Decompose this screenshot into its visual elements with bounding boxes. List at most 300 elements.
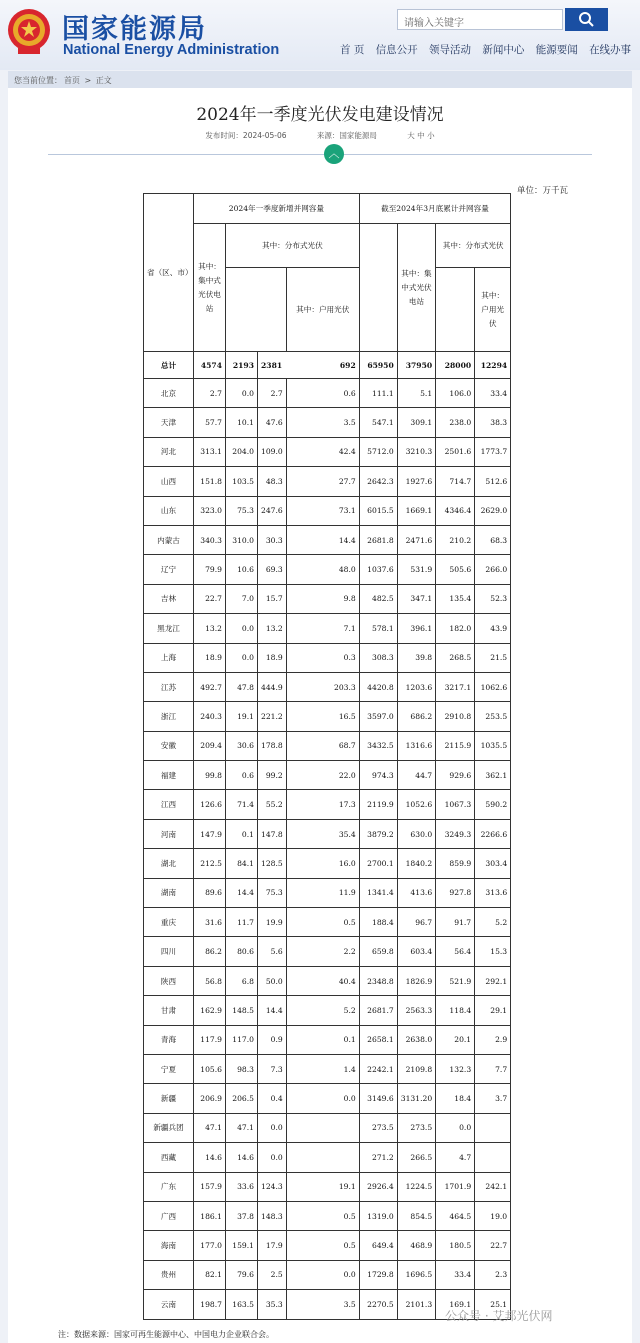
header-cum-household: 其中：户用光伏 — [475, 268, 511, 352]
table-cell: 22.7 — [475, 1231, 511, 1260]
table-cell: 18.4 — [436, 1084, 475, 1113]
article-meta — [8, 130, 632, 141]
table-row — [144, 467, 511, 496]
table-cell: 47.1 — [194, 1113, 226, 1142]
table-cell: 68.3 — [475, 525, 511, 554]
province-name: 福建 — [144, 761, 194, 790]
table-cell: 242.1 — [475, 1172, 511, 1201]
table-cell: 521.9 — [436, 966, 475, 995]
table-cell: 2119.9 — [359, 790, 397, 819]
table-cell: 204.0 — [226, 437, 258, 466]
breadcrumb-sep: > — [82, 76, 94, 85]
table-row — [144, 555, 511, 584]
table-cell: 2266.6 — [475, 819, 511, 848]
table-cell: 2381 — [261, 360, 283, 370]
table-cell: 1035.5 — [475, 731, 511, 760]
table-cell: 18.9 — [258, 643, 287, 672]
table-cell: 2642.3 — [359, 467, 397, 496]
table-cell: 18.9 — [194, 643, 226, 672]
table-row — [144, 966, 511, 995]
table-row — [144, 1172, 511, 1201]
province-name: 陕西 — [144, 966, 194, 995]
table-cell: 0.6 — [226, 761, 258, 790]
table-cell: 79.9 — [194, 555, 226, 584]
table-cell: 2.3 — [475, 1260, 511, 1289]
table-cell: 5.2 — [475, 908, 511, 937]
table-cell: 56.4 — [436, 937, 475, 966]
table-cell: 147.9 — [194, 819, 226, 848]
table-cell: 0.9 — [258, 1025, 287, 1054]
table-cell: 2348.8 — [359, 966, 397, 995]
province-name: 河北 — [144, 437, 194, 466]
table-cell: 21.5 — [475, 643, 511, 672]
table-cell: 40.4 — [286, 966, 359, 995]
province-name: 安徽 — [144, 731, 194, 760]
table-cell: 3149.6 — [359, 1084, 397, 1113]
table-cell: 5.1 — [397, 379, 435, 408]
table-cell: 714.7 — [436, 467, 475, 496]
table-cell: 148.3 — [258, 1201, 287, 1230]
table-cell: 3210.3 — [397, 437, 435, 466]
table-cell: 65950 — [359, 352, 397, 379]
table-cell: 135.4 — [436, 584, 475, 613]
table-cell: 659.8 — [359, 937, 397, 966]
province-name: 江西 — [144, 790, 194, 819]
table-cell: 2471.6 — [397, 525, 435, 554]
province-name: 内蒙古 — [144, 525, 194, 554]
table-cell: 89.6 — [194, 878, 226, 907]
chevron-up-icon: ︿ — [328, 147, 340, 160]
table-cell: 2910.8 — [436, 702, 475, 731]
table-cell: 273.5 — [397, 1113, 435, 1142]
table-cell: 111.1 — [359, 379, 397, 408]
table-cell: 37.8 — [226, 1201, 258, 1230]
table-cell: 3.5 — [286, 1290, 359, 1319]
table-cell: 117.9 — [194, 1025, 226, 1054]
pv-capacity-table — [143, 193, 511, 1320]
table-cell: 209.4 — [194, 731, 226, 760]
table-cell: 13.2 — [194, 614, 226, 643]
table-cell: 57.7 — [194, 408, 226, 437]
table-cell: 80.6 — [226, 937, 258, 966]
table-cell: 929.6 — [436, 761, 475, 790]
table-cell: 33.4 — [475, 379, 511, 408]
table-cell: 0.0 — [258, 1143, 287, 1172]
table-cell: 177.0 — [194, 1231, 226, 1260]
table-cell: 413.6 — [397, 878, 435, 907]
total-row — [144, 352, 511, 379]
table-cell: 2.2 — [286, 937, 359, 966]
table-cell: 1701.9 — [436, 1172, 475, 1201]
table-cell: 323.0 — [194, 496, 226, 525]
table-cell: 69.3 — [258, 555, 287, 584]
table-cell: 118.4 — [436, 996, 475, 1025]
table-cell: 3.7 — [475, 1084, 511, 1113]
header-cum-distributed: 其中：分布式光伏 — [436, 224, 511, 268]
font-size-switch[interactable]: 大 中 小 — [407, 131, 435, 140]
table-cell: 37950 — [397, 352, 435, 379]
table-cell: 28000 — [436, 352, 475, 379]
table-cell: 10.6 — [226, 555, 258, 584]
table-cell: 19.0 — [475, 1201, 511, 1230]
table-cell: 75.3 — [226, 496, 258, 525]
table-cell: 178.8 — [258, 731, 287, 760]
table-cell: 6015.5 — [359, 496, 397, 525]
table-cell: 492.7 — [194, 672, 226, 701]
table-row — [144, 1201, 511, 1230]
table-cell: 1319.0 — [359, 1201, 397, 1230]
table-cell: 39.8 — [397, 643, 435, 672]
breadcrumb — [8, 71, 632, 88]
table-cell: 2638.0 — [397, 1025, 435, 1054]
table-cell: 7.7 — [475, 1054, 511, 1083]
table-cell: 7.0 — [226, 584, 258, 613]
table-cell: 0.0 — [286, 1260, 359, 1289]
table-cell: 2.5 — [258, 1260, 287, 1289]
table-cell: 14.4 — [286, 525, 359, 554]
footnote: 注：数据来源：国家可再生能源中心、中国电力企业联合会。 — [58, 1330, 274, 1339]
table-cell: 5.6 — [258, 937, 287, 966]
table-cell: 512.6 — [475, 467, 511, 496]
table-cell: 84.1 — [226, 849, 258, 878]
search-button[interactable] — [565, 8, 608, 31]
breadcrumb-home[interactable]: 首页 — [64, 76, 80, 85]
table-cell: 859.9 — [436, 849, 475, 878]
table-cell-distributed — [258, 352, 360, 379]
table-cell: 99.2 — [258, 761, 287, 790]
table-cell: 0.0 — [258, 1113, 287, 1142]
table-cell: 35.3 — [258, 1290, 287, 1319]
table-cell: 19.1 — [226, 702, 258, 731]
table-cell: 1826.9 — [397, 966, 435, 995]
table-cell: 1224.5 — [397, 1172, 435, 1201]
header-centralized: 其中：集中式光伏电站 — [194, 224, 226, 352]
table-cell: 2.7 — [194, 379, 226, 408]
province-name: 山东 — [144, 496, 194, 525]
table-cell: 15.7 — [258, 584, 287, 613]
table-cell: 1773.7 — [475, 437, 511, 466]
header-cum-total — [359, 224, 397, 352]
header-cum-distributed-total — [436, 268, 475, 352]
table-cell: 347.1 — [397, 584, 435, 613]
table-cell: 3597.0 — [359, 702, 397, 731]
nav-home[interactable]: 首 页 — [340, 44, 365, 56]
table-row — [144, 379, 511, 408]
watermark: 公众号 · 艾邦光伏网 — [445, 1309, 553, 1323]
table-cell: 2193 — [226, 352, 258, 379]
table-row — [144, 1143, 511, 1172]
table-cell: 162.9 — [194, 996, 226, 1025]
table-cell: 151.8 — [194, 467, 226, 496]
table-cell: 1062.6 — [475, 672, 511, 701]
table-cell: 29.1 — [475, 996, 511, 1025]
table-cell: 106.0 — [436, 379, 475, 408]
table-cell: 2700.1 — [359, 849, 397, 878]
table-cell: 6.8 — [226, 966, 258, 995]
table-cell: 2115.9 — [436, 731, 475, 760]
table-cell: 47.8 — [226, 672, 258, 701]
nav-leadership[interactable]: 领导活动 — [429, 44, 472, 56]
table-cell: 266.0 — [475, 555, 511, 584]
table-cell: 212.5 — [194, 849, 226, 878]
table-cell: 630.0 — [397, 819, 435, 848]
table-cell: 48.3 — [258, 467, 287, 496]
table-cell: 56.8 — [194, 966, 226, 995]
province-name: 湖南 — [144, 878, 194, 907]
table-row — [144, 437, 511, 466]
table-cell: 444.9 — [258, 672, 287, 701]
table-cell: 14.4 — [258, 996, 287, 1025]
table-cell: 974.3 — [359, 761, 397, 790]
table-cell: 68.7 — [286, 731, 359, 760]
table-row — [144, 702, 511, 731]
province-name: 云南 — [144, 1290, 194, 1319]
table-cell: 2501.6 — [436, 437, 475, 466]
table-cell: 25.1 — [475, 1290, 511, 1319]
table-cell: 169.1 — [436, 1290, 475, 1319]
table-cell: 12294 — [475, 352, 511, 379]
table-cell: 4574 — [194, 352, 226, 379]
table-cell: 0.3 — [286, 643, 359, 672]
table-cell: 148.5 — [226, 996, 258, 1025]
divider — [48, 154, 592, 155]
province-name: 宁夏 — [144, 1054, 194, 1083]
table-row — [144, 408, 511, 437]
table-cell: 105.6 — [194, 1054, 226, 1083]
table-cell: 2681.7 — [359, 996, 397, 1025]
header-distributed: 其中：分布式光伏 — [226, 224, 360, 268]
header-distributed-total — [226, 268, 287, 352]
table-cell: 9.8 — [286, 584, 359, 613]
table-cell: 266.5 — [397, 1143, 435, 1172]
table-cell: 98.3 — [226, 1054, 258, 1083]
table-cell: 13.2 — [258, 614, 287, 643]
province-name: 新疆兵团 — [144, 1113, 194, 1142]
collapse-button[interactable] — [324, 144, 344, 164]
table-cell: 247.6 — [258, 496, 287, 525]
table-row — [144, 1054, 511, 1083]
table-cell: 52.3 — [475, 584, 511, 613]
table-cell: 42.4 — [286, 437, 359, 466]
table-cell: 30.3 — [258, 525, 287, 554]
table-cell: 240.3 — [194, 702, 226, 731]
table-cell — [286, 1113, 359, 1142]
national-emblem-icon[interactable] — [6, 6, 52, 58]
breadcrumb-current: 正文 — [95, 76, 112, 85]
table-cell: 5712.0 — [359, 437, 397, 466]
table-cell: 303.4 — [475, 849, 511, 878]
table-row — [144, 878, 511, 907]
table-cell: 3131.20 — [397, 1084, 435, 1113]
table-cell: 0.1 — [286, 1025, 359, 1054]
province-name: 重庆 — [144, 908, 194, 937]
table-cell: 19.9 — [258, 908, 287, 937]
table-cell: 159.1 — [226, 1231, 258, 1260]
table-cell: 547.1 — [359, 408, 397, 437]
province-name: 黑龙江 — [144, 614, 194, 643]
table-cell: 75.3 — [258, 878, 287, 907]
table-cell: 0.0 — [226, 643, 258, 672]
table-cell: 86.2 — [194, 937, 226, 966]
table-cell: 2109.8 — [397, 1054, 435, 1083]
table-cell: 3.5 — [286, 408, 359, 437]
province-name: 湖北 — [144, 849, 194, 878]
nav-news-center[interactable]: 新闻中心 — [482, 44, 525, 56]
table-cell: 124.3 — [258, 1172, 287, 1201]
site-header — [0, 0, 640, 70]
table-body — [144, 352, 511, 1320]
table-cell: 221.2 — [258, 702, 287, 731]
table-cell: 33.6 — [226, 1172, 258, 1201]
table-cell: 206.9 — [194, 1084, 226, 1113]
table-cell: 2681.8 — [359, 525, 397, 554]
table-cell: 3879.2 — [359, 819, 397, 848]
table-cell: 17.3 — [286, 790, 359, 819]
table-cell: 103.5 — [226, 467, 258, 496]
table-cell: 310.0 — [226, 525, 258, 554]
table-row — [144, 849, 511, 878]
table-cell: 210.2 — [436, 525, 475, 554]
table-cell: 0.5 — [286, 908, 359, 937]
province-name: 青海 — [144, 1025, 194, 1054]
table-cell: 2242.1 — [359, 1054, 397, 1083]
table-cell: 927.8 — [436, 878, 475, 907]
site-name-cn[interactable]: 国家能源局 — [62, 14, 207, 45]
table-cell: 271.2 — [359, 1143, 397, 1172]
province-name: 新疆 — [144, 1084, 194, 1113]
table-cell: 854.5 — [397, 1201, 435, 1230]
table-cell: 1341.4 — [359, 878, 397, 907]
table-cell: 33.4 — [436, 1260, 475, 1289]
table-row — [144, 996, 511, 1025]
table-cell: 22.0 — [286, 761, 359, 790]
table-cell: 126.6 — [194, 790, 226, 819]
province-name: 天津 — [144, 408, 194, 437]
table-cell: 27.7 — [286, 467, 359, 496]
table-cell: 0.0 — [226, 379, 258, 408]
table-cell: 1840.2 — [397, 849, 435, 878]
table-cell: 10.1 — [226, 408, 258, 437]
table-cell: 47.1 — [226, 1113, 258, 1142]
table-cell: 182.0 — [436, 614, 475, 643]
province-name: 西藏 — [144, 1143, 194, 1172]
header-province: 省（区、市） — [144, 194, 194, 352]
table-cell: 206.5 — [226, 1084, 258, 1113]
province-name: 甘肃 — [144, 996, 194, 1025]
table-row — [144, 937, 511, 966]
table-cell: 14.4 — [226, 878, 258, 907]
table-cell: 1927.6 — [397, 467, 435, 496]
table-cell: 1203.6 — [397, 672, 435, 701]
table-cell: 2629.0 — [475, 496, 511, 525]
province-name: 山西 — [144, 467, 194, 496]
table-cell: 2.9 — [475, 1025, 511, 1054]
table-cell: 2563.3 — [397, 996, 435, 1025]
nav-online-services[interactable]: 在线办事 — [589, 44, 632, 56]
site-name-en[interactable]: National Energy Administration — [63, 42, 280, 58]
province-name: 广西 — [144, 1201, 194, 1230]
table-cell: 73.1 — [286, 496, 359, 525]
table-cell: 238.0 — [436, 408, 475, 437]
main-nav — [340, 42, 639, 57]
table-cell: 44.7 — [397, 761, 435, 790]
table-cell: 31.6 — [194, 908, 226, 937]
table-cell: 0.0 — [286, 1084, 359, 1113]
table-row — [144, 790, 511, 819]
unit-label: 单位：万千瓦 — [517, 186, 569, 196]
table-cell: 313.1 — [194, 437, 226, 466]
table-cell: 71.4 — [226, 790, 258, 819]
table-cell: 99.8 — [194, 761, 226, 790]
table-cell: 82.1 — [194, 1260, 226, 1289]
table-cell: 128.5 — [258, 849, 287, 878]
province-name: 海南 — [144, 1231, 194, 1260]
table-cell: 692 — [339, 360, 356, 370]
search-icon — [565, 8, 608, 31]
table-cell: 482.5 — [359, 584, 397, 613]
table-cell: 157.9 — [194, 1172, 226, 1201]
table-cell: 96.7 — [397, 908, 435, 937]
table-cell: 3217.1 — [436, 672, 475, 701]
table-cell: 4.7 — [436, 1143, 475, 1172]
province-name: 江苏 — [144, 672, 194, 701]
table-cell: 180.5 — [436, 1231, 475, 1260]
province-name: 吉林 — [144, 584, 194, 613]
table-cell: 4346.4 — [436, 496, 475, 525]
table-cell: 188.4 — [359, 908, 397, 937]
table-cell: 308.3 — [359, 643, 397, 672]
search-input[interactable]: 请输入关键字 — [397, 9, 563, 30]
table-cell: 35.4 — [286, 819, 359, 848]
header-cum-centralized: 其中：集中式光伏电站 — [397, 224, 435, 352]
table-cell: 3432.5 — [359, 731, 397, 760]
table-cell: 0.1 — [226, 819, 258, 848]
nav-info-disclosure[interactable]: 信息公开 — [375, 44, 418, 56]
table-row — [144, 496, 511, 525]
table-cell: 11.9 — [286, 878, 359, 907]
table-cell: 17.9 — [258, 1231, 287, 1260]
table-row — [144, 1231, 511, 1260]
province-name: 北京 — [144, 379, 194, 408]
table-cell: 15.3 — [475, 937, 511, 966]
table-cell: 91.7 — [436, 908, 475, 937]
table-cell: 531.9 — [397, 555, 435, 584]
table-cell: 1.4 — [286, 1054, 359, 1083]
table-cell: 4420.8 — [359, 672, 397, 701]
table-cell: 11.7 — [226, 908, 258, 937]
province-name: 广东 — [144, 1172, 194, 1201]
table-row — [144, 731, 511, 760]
table-cell: 2658.1 — [359, 1025, 397, 1054]
table-cell: 464.5 — [436, 1201, 475, 1230]
table-cell: 48.0 — [286, 555, 359, 584]
table-cell: 273.5 — [359, 1113, 397, 1142]
table-cell — [475, 1113, 511, 1142]
table-cell: 0.5 — [286, 1231, 359, 1260]
table-cell: 22.7 — [194, 584, 226, 613]
table-row — [144, 643, 511, 672]
province-name: 贵州 — [144, 1260, 194, 1289]
table-cell: 79.6 — [226, 1260, 258, 1289]
nav-energy-news[interactable]: 能源要闻 — [535, 44, 578, 56]
table-cell: 55.2 — [258, 790, 287, 819]
table-cell: 30.6 — [226, 731, 258, 760]
table-cell: 686.2 — [397, 702, 435, 731]
table-cell: 147.8 — [258, 819, 287, 848]
article-content — [8, 88, 632, 1343]
table-cell: 1669.1 — [397, 496, 435, 525]
table-row — [144, 525, 511, 554]
